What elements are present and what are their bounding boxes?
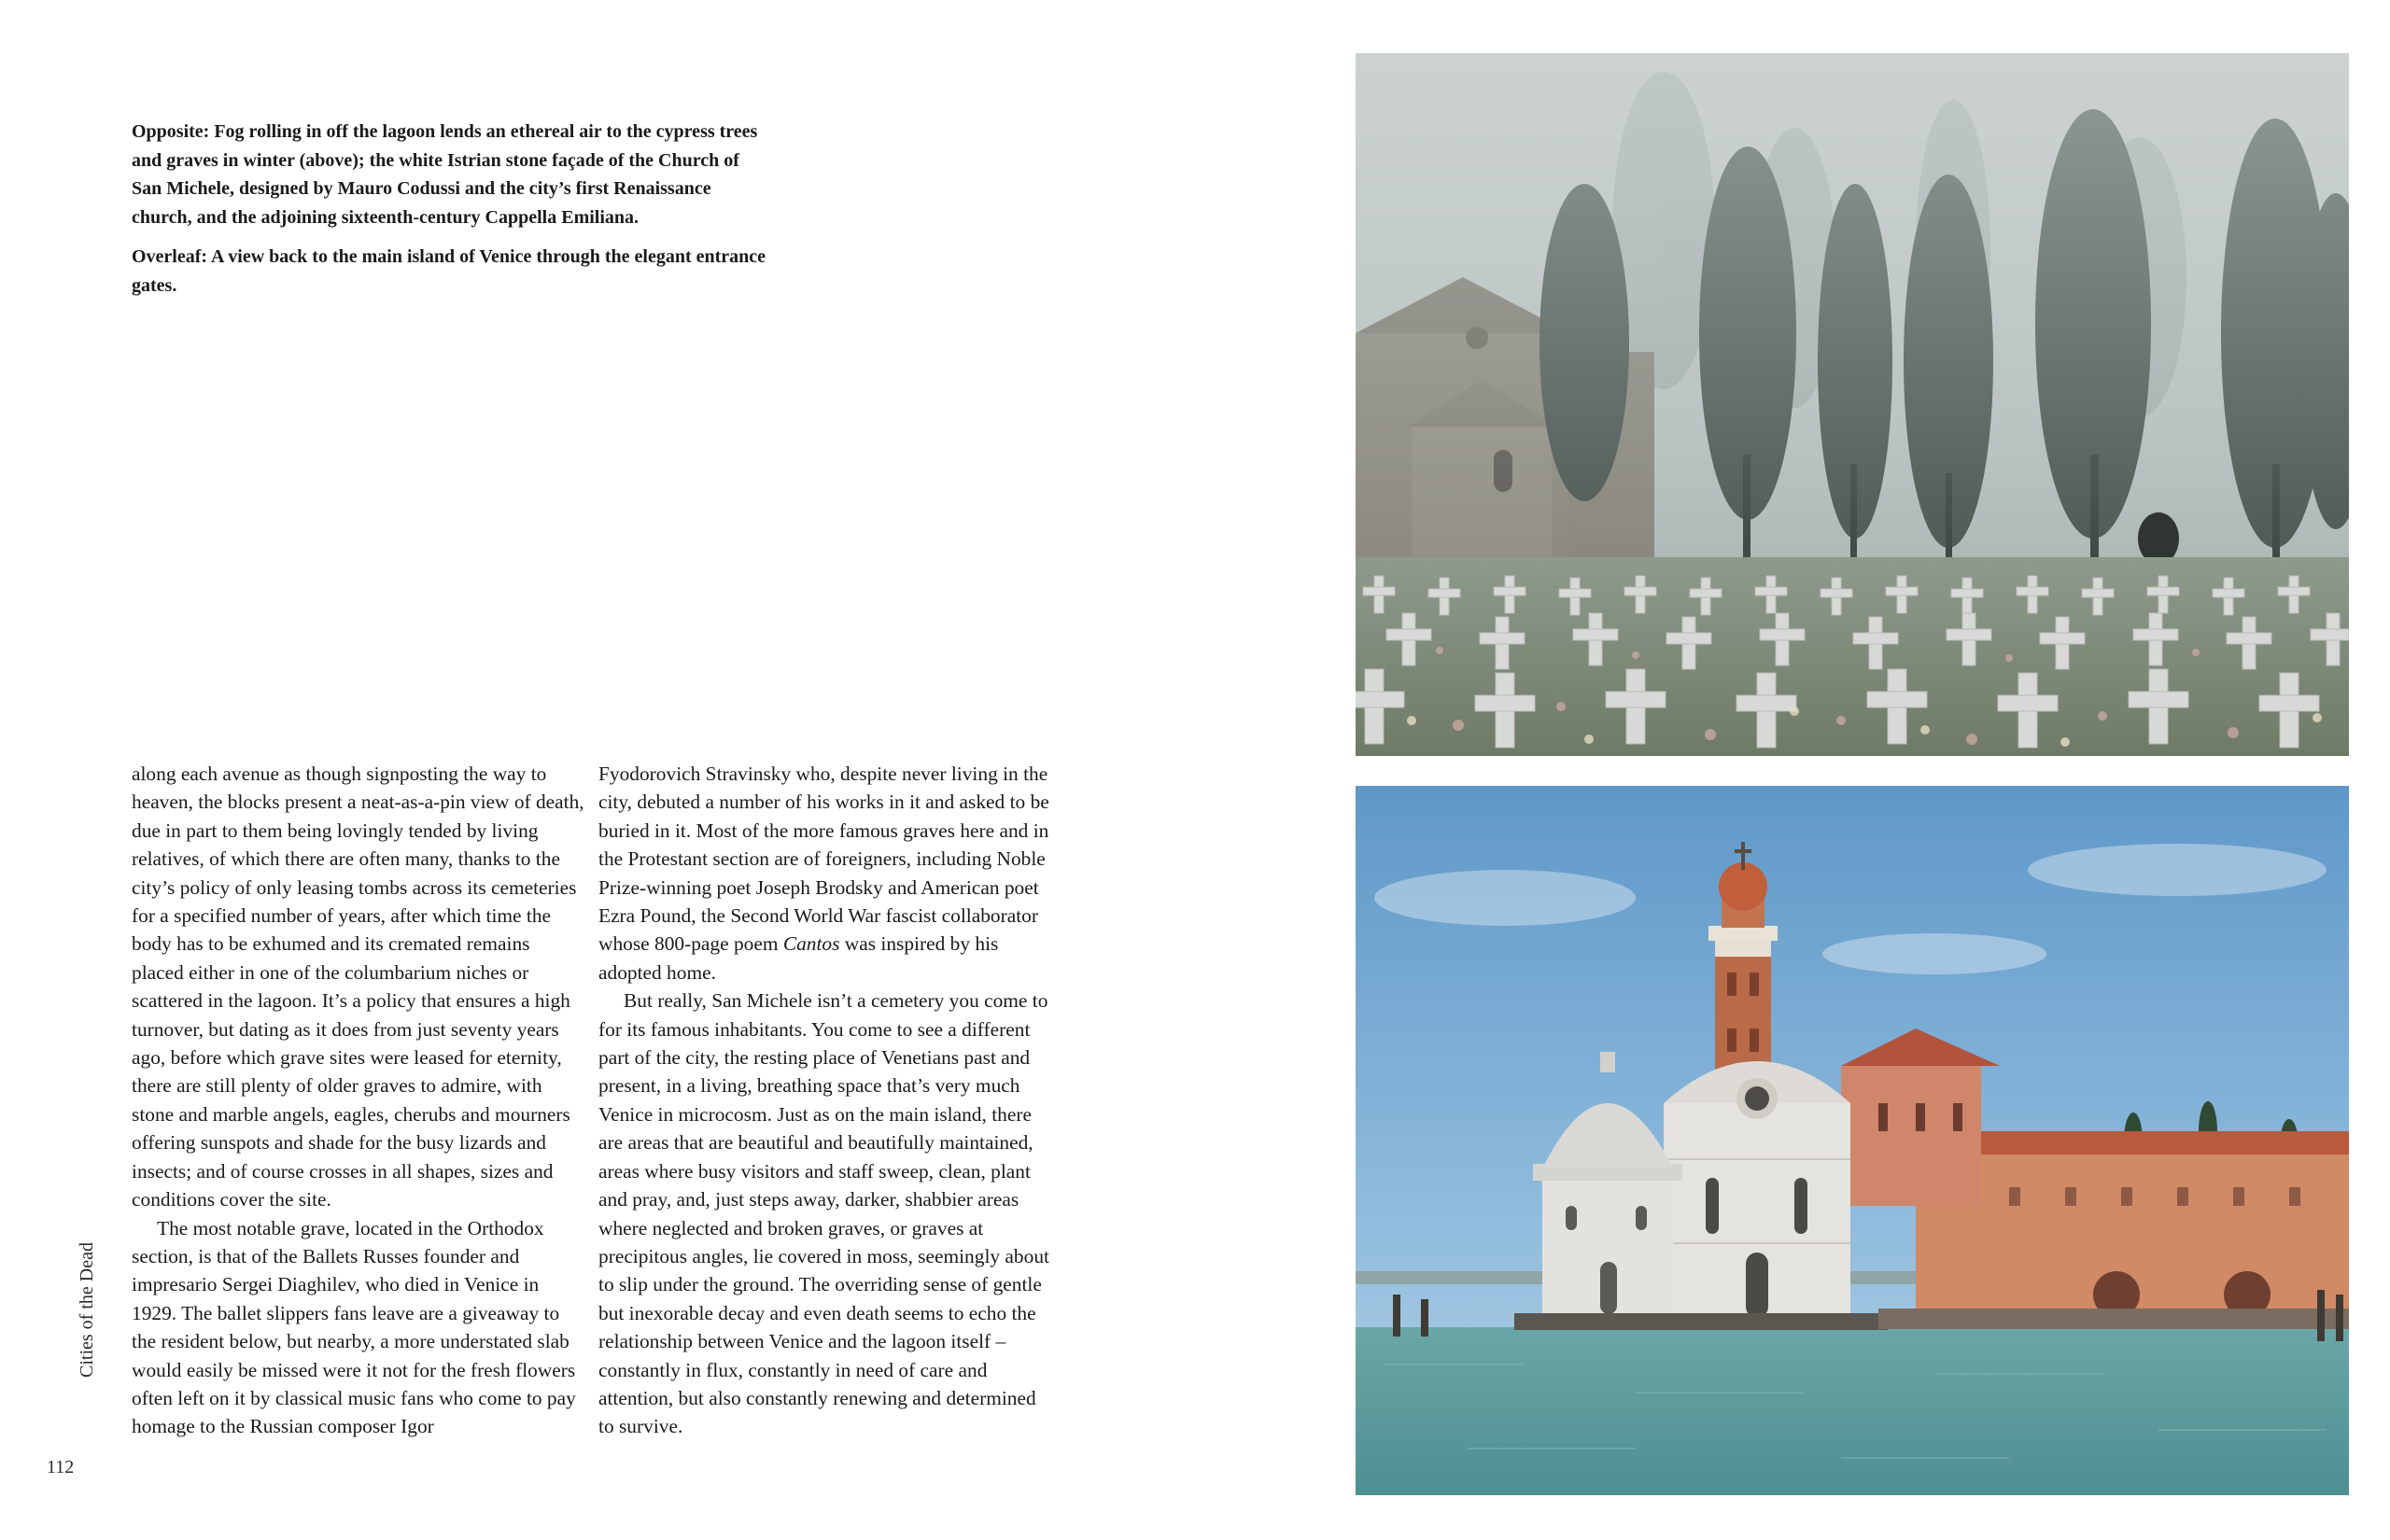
foggy-cemetery-photo: [1356, 53, 2349, 756]
body-column-right: [598, 760, 1052, 1441]
poem-title-italic: [783, 932, 840, 955]
poem-title: Cantos: [782, 932, 840, 956]
body-paragraph: But really, San Michele isn’t a cemetery you come to for its famous inhabitants. You come to see a different part of the city, the resting place of Venetians past and present, in a living, breathing space that’s very much Venice in microcosm. Just as on the main island, there are areas that are beautiful and beautifully maintained, areas where busy visitors and staff sweep, clean, plant and pray, and, just steps away, darker, shabbier areas where neglected and broken graves, or graves at precipitous angles, lie covered in moss, seemingly about to slip under the ground. The overriding sense of gentle but inexorable decay and even death seems to echo the relationship between Venice and the lagoon itself – constantly in flux, constantly in need of care and attention, but also constantly renewing and determined to survive.: [598, 989, 1049, 1438]
running-head: Cities of the Dead: [77, 1242, 97, 1378]
body-text-run: Fyodorovich Stravinsky who, despite never living in the city, debuted a number of his works in it and asked to be buried in it. Most of the more famous graves here and in the Protestant section are of foreigners, including Noble Prize-winning poet Joseph Brodsky and American poet Ezra Pound, the Second World War fascist collaborator whose 800-page poem: [598, 763, 1049, 956]
caption-overleaf: Overleaf: A view back to the main island of Venice through the elegant entrance gates.: [132, 246, 766, 296]
body-paragraph: The most notable grave, located in the Orthodox section, is that of the Ballets Russes founder and impresario Sergei Diaghilev, who died in Venice in 1929. The ballet slippers fans leave are a giveaway to the resident below, but nearby, a more understated slab would easily be missed were it not for the fresh flowers often left on it by classical music fans who come to pay homage to the Russian composer Igor: [132, 1216, 576, 1438]
page-number: 112: [47, 1457, 75, 1477]
body-column-left: [132, 760, 585, 1441]
caption-opposite: Opposite: Fog rolling in off the lagoon lends an ethereal air to the cypress trees and graves in winter (above); the white Istrian stone façade of the Church of San Michele, designed by Mauro Codussi and the city’s first Renaissance church, and the adjoining sixteenth-century Cappella Emiliana.: [132, 121, 758, 228]
photo-captions: [132, 118, 766, 311]
san-michele-church-photo: [1356, 786, 2349, 1495]
body-paragraph: along each avenue as though signposting the way to heaven, the blocks present a neat-as-a-pin view of death, due in part to them being lovingly tended by living relatives, of which there are often many, thanks to the city’s policy of only leasing tombs across its cemeteries for a specified number of years, after which time the body has to be exhumed and its cremated remains placed either in one of the columbarium niches or scattered in the lagoon. It’s a policy that ensures a high turnover, but dating as it does from just seventy years ago, before which grave sites were leased for eternity, there are still plenty of older graves to admire, with stone and marble angels, eagles, cherubs and mourners offering sunspots and shade for the busy lizards and insects; and of course crosses in all shapes, sizes and conditions cover the site.: [132, 763, 584, 1211]
church-facade: [1664, 1061, 1850, 1318]
body-paragraph: [598, 760, 1052, 987]
body-text-run: was inspired by his adopted home.: [598, 932, 999, 984]
foggy-cemetery-illustration: [1356, 53, 2349, 756]
san-michele-illustration: [1356, 786, 2349, 1495]
